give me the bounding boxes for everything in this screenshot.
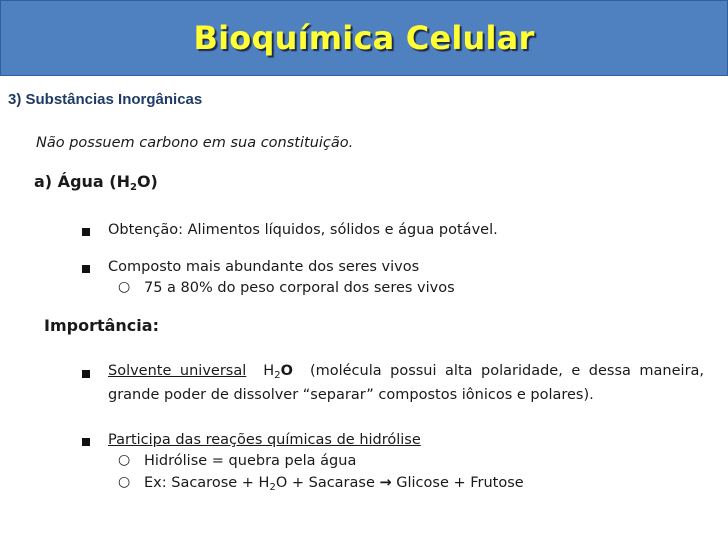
intro-text: Não possuem carbono em sua constituição. bbox=[36, 135, 354, 151]
solvent-rest: (molécula possui alta polaridade, e dessa maneira, grande poder de dissolver “separar” compostos iônicos e polares). bbox=[108, 363, 705, 403]
bullet-composto: Composto mais abundante dos seres vivos bbox=[108, 259, 420, 275]
formula-sub: 2 bbox=[274, 370, 281, 381]
water-heading bbox=[34, 172, 158, 191]
bullet-hidrolise: Participa das reações químicas de hidrólise bbox=[108, 432, 421, 448]
arrow-right-icon: → bbox=[379, 475, 392, 491]
formula-h: H bbox=[263, 363, 275, 379]
square-bullet-icon bbox=[82, 370, 90, 378]
section-heading: 3) Substâncias Inorgânicas bbox=[8, 91, 203, 108]
square-bullet-icon bbox=[82, 438, 90, 446]
circle-bullet-icon: ○ bbox=[118, 474, 131, 490]
sub-bullet-example bbox=[144, 475, 524, 491]
example-post: Glicose + Frutose bbox=[391, 475, 524, 491]
circle-bullet-icon: ○ bbox=[118, 452, 131, 468]
sub-bullet-percent: 75 a 80% do peso corporal dos seres vivos bbox=[144, 280, 455, 296]
water-heading-post: O) bbox=[136, 172, 158, 191]
sub-bullet-hidrolise-def: Hidrólise = quebra pela água bbox=[144, 453, 357, 469]
water-heading-sub: 2 bbox=[129, 182, 137, 193]
formula-o: O bbox=[280, 363, 293, 379]
water-heading-pre: a) Água (H bbox=[34, 172, 130, 191]
bullet-solvente bbox=[108, 359, 704, 407]
slide-title: Bioquímica Celular bbox=[193, 19, 535, 57]
example-mid: O + Sacarase bbox=[275, 475, 375, 491]
square-bullet-icon bbox=[82, 265, 90, 273]
bullet-obtencao: Obtenção: Alimentos líquidos, sólidos e água potável. bbox=[108, 222, 498, 238]
title-bar bbox=[0, 0, 728, 76]
example-sub: 2 bbox=[269, 482, 276, 493]
solvent-underlined: Solvente universal bbox=[108, 363, 247, 379]
circle-bullet-icon: ○ bbox=[118, 279, 131, 295]
example-pre: Ex: Sacarose + H bbox=[144, 475, 270, 491]
square-bullet-icon bbox=[82, 228, 90, 236]
importance-heading: Importância: bbox=[44, 316, 159, 335]
